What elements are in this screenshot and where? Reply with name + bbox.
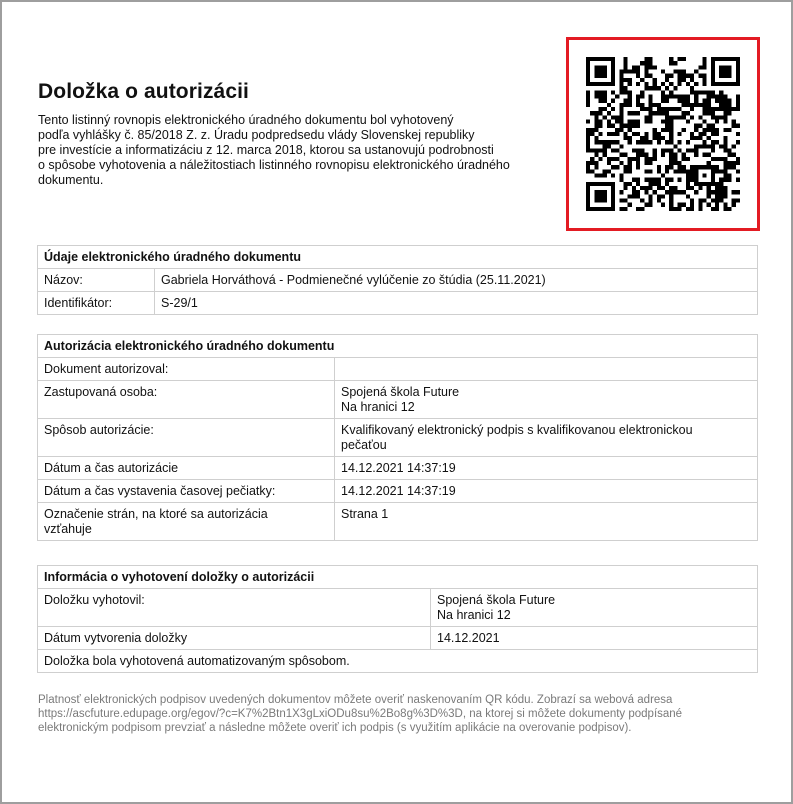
row-value: S-29/1 [155,292,758,315]
clause-info-table [37,565,758,673]
table-row [38,419,758,457]
qr-code-icon [586,57,740,211]
row-value [335,358,758,381]
row-value: Strana 1 [335,503,758,541]
document-info-heading: Údaje elektronického úradného dokumentu [38,246,758,269]
table-row [38,589,758,627]
row-value: 14.12.2021 14:37:19 [335,480,758,503]
document-info-table [37,245,758,315]
table-row [38,381,758,419]
verification-footnote: Platnosť elektronických podpisov uvedených dokumentov môžete overiť naskenovaním QR kódu. Zobrazí sa webová adresa https://ascfuture.edupage.org/egov/?c=K7%2Btn1X3gLxiODu8su%2Bo8g%3D%3D, na ktorej si môžete dokumenty podpísané elektronickým podpisom prevziať a následne môžete overiť ich podpis (s využitím aplikácie na overovanie podpisov). [38,694,683,734]
row-label: Spôsob autorizácie: [38,419,335,457]
table-row [38,292,758,315]
automation-note: Doložka bola vyhotovená automatizovaným spôsobom. [38,650,758,673]
row-label: Názov: [38,269,155,292]
table-row [38,480,758,503]
row-label: Dátum a čas autorizácie [38,457,335,480]
row-label: Identifikátor: [38,292,155,315]
table-row [38,358,758,381]
row-value: Spojená škola Future Na hranici 12 [335,381,758,419]
table-row [38,269,758,292]
page-title: Doložka o autorizácii [38,80,249,103]
table-row [38,650,758,673]
clause-info-heading: Informácia o vyhotovení doložky o autorizácii [38,566,758,589]
qr-code-frame [566,37,760,231]
table-row [38,503,758,541]
row-value: 14.12.2021 14:37:19 [335,457,758,480]
row-value: Spojená škola Future Na hranici 12 [431,589,758,627]
intro-paragraph: Tento listinný rovnopis elektronického úradného dokumentu bol vyhotovený podľa vyhlášky č. 85/2018 Z. z. Úradu podpredsedu vlády Slovenskej republiky pre investície a informatizáciu z 12. marca 2018, ktorou sa ustanovujú podrobnosti o spôsobe vyhotovenia a náležitostiach listinného rovnopisu elektronického úradného dokumentu. [38,113,510,187]
row-label: Dátum a čas vystavenia časovej pečiatky: [38,480,335,503]
row-label: Dátum vytvorenia doložky [38,627,431,650]
authorization-table [37,334,758,541]
row-label: Označenie strán, na ktoré sa autorizácia vzťahuje [38,503,335,541]
qr-modules [586,57,740,211]
row-label: Doložku vyhotovil: [38,589,431,627]
row-label: Dokument autorizoval: [38,358,335,381]
row-value: Kvalifikovaný elektronický podpis s kvalifikovanou elektronickou pečaťou [335,419,758,457]
table-row [38,627,758,650]
authorization-heading: Autorizácia elektronického úradného dokumentu [38,335,758,358]
row-value: 14.12.2021 [431,627,758,650]
table-row [38,457,758,480]
row-value: Gabriela Horváthová - Podmienečné vylúčenie zo štúdia (25.11.2021) [155,269,758,292]
row-label: Zastupovaná osoba: [38,381,335,419]
